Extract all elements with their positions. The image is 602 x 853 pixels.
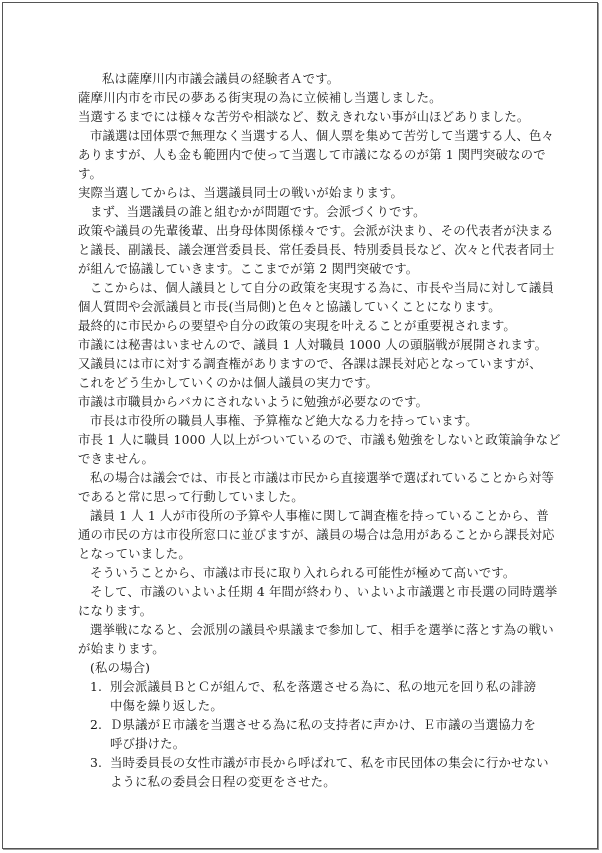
paragraph-line: まず、当選議員の誰と組むかが問題です。会派づくりです。	[90, 204, 426, 219]
paragraph-line: ここからは、個人議員として自分の政策を実現する為に、市長や当局に対して議員	[90, 280, 555, 295]
paragraph-line: 個人質問や会派議員と市長(当局側)と色々と協議していくことになります。	[78, 299, 501, 314]
paragraph-line: 当選するまでには様々な苦労や相談など、数えきれない事が山ほどありました。	[78, 109, 530, 124]
list-item-line: 中傷を繰り返した。	[110, 698, 223, 713]
list-number: 2.	[90, 717, 103, 732]
paragraph-line: が始まります。	[78, 641, 165, 656]
list-item	[78, 677, 538, 715]
paragraph-line: そういうことから、市議は市長に取り入れられる可能性が極めて高いです。	[90, 565, 516, 580]
paragraph-line: 又議員には市に対する調査権がありますので、各課は課長対応となっていますが、	[78, 356, 542, 371]
paragraph-line: 議員 1 人 1 人が市役所の予算や人事権に関して調査権を持っていることから、普	[90, 508, 549, 523]
paragraph-line: 市長は市役所の職員人事権、予算権など絶大なる力を持っています。	[90, 413, 478, 428]
paragraph-line: 私の場合は議会では、市長と市議は市民から直接選挙で選ばれていることから対等	[90, 470, 555, 485]
paragraph-line: 政策や議員の先輩後輩、出身母体関係様々です。会派が決まり、その代表者が決まる	[78, 223, 554, 238]
paragraph-line: が組んで協議していきます。ここまでが第 2 関門突破です。	[78, 261, 419, 276]
paragraph-line: 市議選は団体票で無理なく当選する人、個人票を集めて苦労して当選する人、色々	[90, 128, 555, 143]
list-item-line: 別会派議員ＢとＣが組んで、私を落選させる為に、私の地元を回り私の誹謗	[110, 679, 537, 694]
list-number: 1.	[90, 679, 103, 694]
section-heading: (私の場合)	[90, 660, 151, 675]
paragraph-line: 私は薩摩川内市議会議員の経験者Ａです。	[102, 71, 340, 86]
paragraph-line: であると常に思って行動していました。	[78, 489, 304, 504]
paragraph-line: できません。	[78, 451, 154, 466]
list-item	[78, 753, 549, 791]
paragraph-line: 最終的に市民からの要望や自分の政策の実現を叶えることが重要視されます。	[78, 318, 516, 333]
paragraph-line: となっていました。	[78, 546, 191, 561]
document-body	[78, 69, 561, 791]
document-page	[2, 2, 598, 849]
numbered-list	[78, 677, 549, 791]
paragraph-line: 実際当選してからは、当選議員同士の戦いが始まります。	[78, 185, 404, 200]
paragraph-line: 選挙戦になると、会派別の議員や県議まで参加して、相手を選挙に落とす為の戦い	[90, 622, 554, 637]
list-item	[78, 715, 538, 753]
paragraph-line: す。	[78, 166, 103, 181]
paragraph-line: になります。	[78, 603, 153, 618]
list-item-line: 当時委員長の女性市議が市長から呼ばれて、私を市民団体の集会に行かせない	[110, 755, 549, 770]
paragraph-line: 通の市民の方は市役所窓口に並びますが、議員の場合は急用があることから課長対応	[78, 527, 555, 542]
list-item-line: Ｄ県議がＥ市議を当選させる為に私の支持者に声かけ、Ｅ市議の当選協力を	[110, 717, 536, 732]
list-number: 3.	[90, 755, 103, 770]
list-item-line: 呼び掛けた。	[110, 736, 186, 751]
paragraph-line: 薩摩川内市を市民の夢ある街実現の為に立候補し当選しました。	[78, 90, 442, 105]
list-item-line: ように私の委員会日程の変更をさせた。	[110, 774, 336, 789]
paragraph-line: 市議は市職員からバカにされないように勉強が必要なのです。	[78, 394, 429, 409]
paragraph-line: これをどう生かしていくのかは個人議員の実力です。	[78, 375, 378, 390]
paragraph-line: ありますが、人も金も範囲内で使って当選して市議になるのが第 1 関門突破なので	[78, 147, 546, 162]
paragraph-line: 市議には秘書はいませんので、議員 1 人対職員 1000 人の頭脳戦が展開されます。	[78, 337, 548, 352]
paragraph-line: 市長 1 人に職員 1000 人以上がついているので、市議も勉強をしないと政策論争など	[78, 432, 561, 447]
paragraph-line: そして、市議のいよいよ任期 4 年間が終わり、いよいよ市議選と市長選の同時選挙	[90, 584, 558, 599]
paragraph-line: と議長、副議長、議会運営委員長、常任委員長、特別委員長など、次々と代表者同士	[78, 242, 555, 257]
